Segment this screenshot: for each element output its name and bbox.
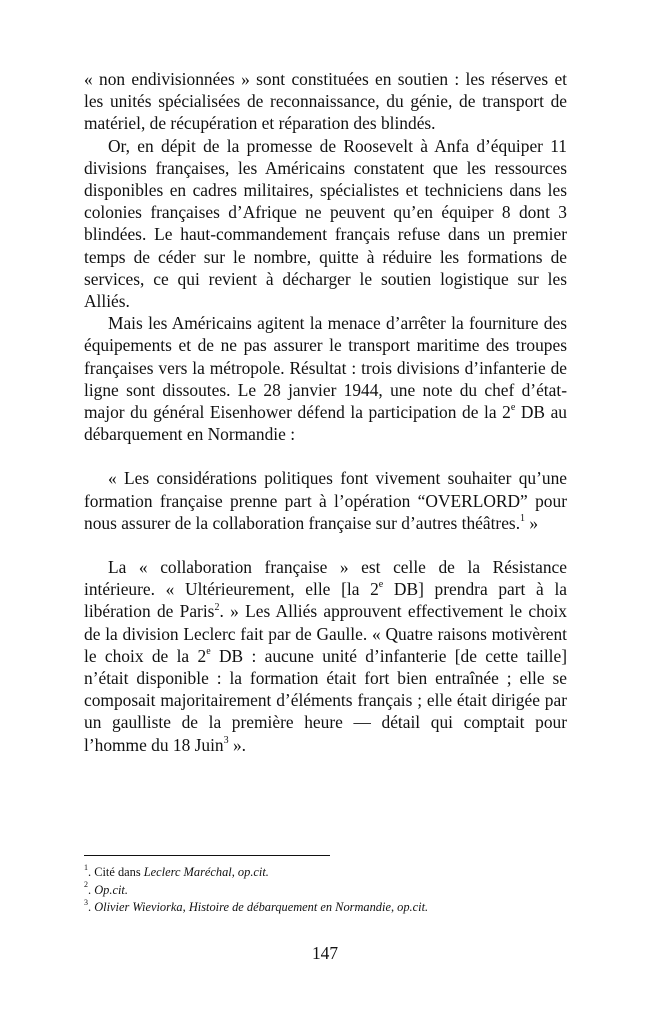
quotation-text: « Les considérations politiques font vivement souhaiter qu’une formation française prenne part à l’opération “OVERLORD” pour nous assurer de la collaboration française sur d’autres théâtres. xyxy=(84,468,567,533)
paragraph-2-text: Or, en dépit de la promesse de Roosevelt à Anfa d’équiper 11 divisions françaises, les Américains constatent que les ressources disponibles en cadres militaires, spécialistes et techniciens dans les colonies françaises d’Afrique ne peuvent qu’en équiper 8 dont 3 blindées. Le haut-commandement français refuse dans un premier temps de céder sur le nombre, quitte à réduire les formations de services, ce qui revient à décharger le soutien logistique sur les Alliés. xyxy=(84,135,567,312)
footnote-3 xyxy=(84,899,567,917)
footnote-separator: , xyxy=(390,900,398,914)
paragraph-4-text-e: ». xyxy=(228,734,246,755)
footnote-1 xyxy=(84,864,567,882)
quotation-close: » xyxy=(525,512,539,533)
footnote-citation: Op.cit. xyxy=(94,882,128,897)
footnotes xyxy=(84,864,567,917)
paragraph-4 xyxy=(84,556,567,756)
footnote-number: 1 xyxy=(84,862,88,872)
superscript-e: e xyxy=(378,579,384,591)
footnote-ref-1[interactable]: 1 xyxy=(520,513,526,525)
quotation xyxy=(84,467,567,534)
paragraph-4-text-a: La « collaboration française » est celle de la Résistance intérieure. « Ultérieurement, elle [la 2 xyxy=(84,557,567,600)
footnote-citation: Olivier Wieviorka, Histoire de débarquement en Normandie xyxy=(94,900,391,914)
footnote-ref-2[interactable]: 2 xyxy=(214,601,220,613)
page-number: 147 xyxy=(311,943,339,963)
footnote-2 xyxy=(84,882,567,900)
paragraph-3-text-b: DB au débarquement en Normandie : xyxy=(84,402,567,445)
superscript-e: e xyxy=(510,402,516,414)
footnote-citation: Leclerc Maréchal, op.cit. xyxy=(143,865,269,879)
paragraph-3-text-a: Mais les Américains agitent la menace d’arrêter la fourniture des équipements et de ne pas assurer le transport maritime des troupes françaises vers la métropole. Résultat : trois divisions d’infanterie de ligne sont dissoutes. Le 28 janvier 1944, une note du chef d’état-major du général Eisenhower défend la participation de la 2 xyxy=(84,313,567,423)
footnote-citation-op-cit: op.cit. xyxy=(397,900,429,914)
paragraph-3 xyxy=(84,312,567,445)
paragraph-4-text-d: DB : aucune unité d’infanterie [de cette taille] n’était disponible : la formation était fort bien entraînée ; elle se composait majoritairement d’éléments français ; elle était dirigée par un gaulliste de la première heure — détail qui comptait pour l’homme du 18 Juin xyxy=(84,645,567,755)
paragraph-1-text: « non endivisionnées » sont constituées en soutien : les réserves et les unités spécialisées de reconnaissance, du génie, de transport de matériel, de récupération et réparation des blindés. xyxy=(84,69,567,134)
footnote-divider xyxy=(84,855,330,856)
paragraph-4-text-b: DB] prendra part à la libération de Paris xyxy=(84,579,567,622)
paragraph-1 xyxy=(84,68,567,135)
superscript-e: e xyxy=(206,646,211,658)
footnote-text: . xyxy=(88,900,95,914)
footnote-number: 2 xyxy=(84,880,88,890)
paragraph-4-text-c: . » Les Alliés approuvent effectivement le choix de la division Leclerc fait par de Gaulle. « Quatre raisons motivèrent le choix de la 2 xyxy=(84,601,567,666)
main-text xyxy=(84,68,567,756)
paragraph-2 xyxy=(84,135,567,313)
footnote-text: . Cité dans xyxy=(88,865,144,879)
footnote-number: 3 xyxy=(84,897,88,907)
footnote-ref-3[interactable]: 3 xyxy=(223,734,229,746)
footnote-text: . xyxy=(88,882,95,897)
